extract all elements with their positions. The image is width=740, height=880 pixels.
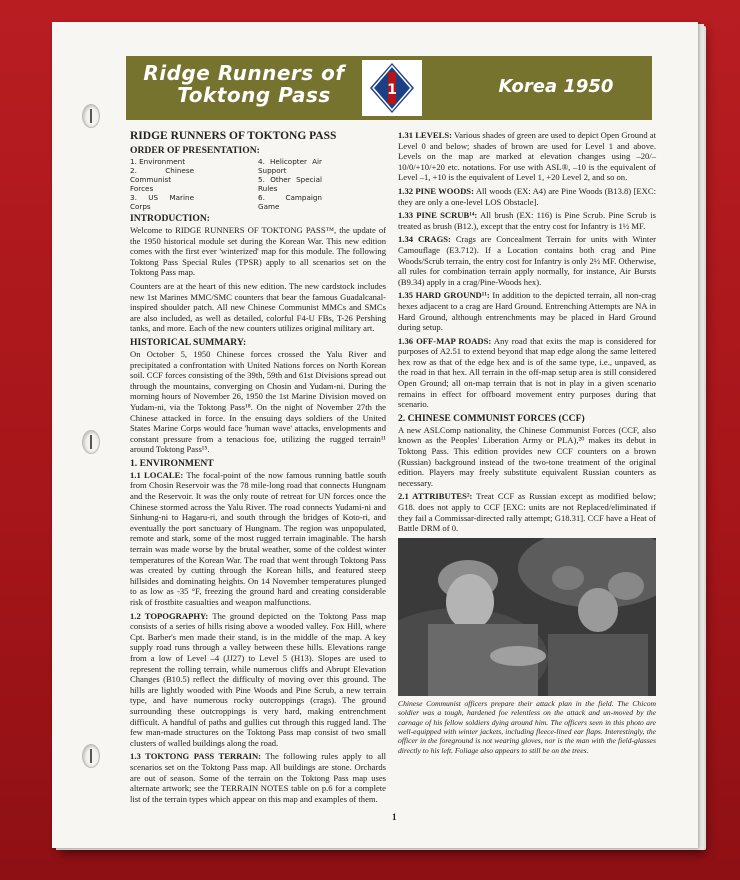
division-emblem bbox=[362, 60, 422, 116]
levels-rule bbox=[398, 130, 656, 183]
hard-ground-rule bbox=[398, 290, 656, 332]
pine-woods-label: 1.32 PINE WOODS: bbox=[398, 185, 474, 196]
toc-item: 3. US Marine Corps bbox=[130, 193, 194, 211]
ccf-heading: 2. CHINESE COMMUNIST FORCES (CCF) bbox=[398, 412, 585, 424]
terrain-text: The following rules apply to all scenarios set on the Toktong Pass map. All buildings are stone. Orchards are out of season. Some of the terrain on the Toktong Pass map uses alternate artwork; see the TERRAIN NOTES table on p.6 for a complete list of the terrain types which appear on this map and examples of them. bbox=[130, 751, 386, 804]
pine-scrub-rule bbox=[398, 210, 656, 231]
toc-item: 4. Helicopter Air Support bbox=[258, 157, 322, 175]
historical-paragraph: On October 5, 1950 Chinese forces crossed the Yalu River and precipitated a confrontation with United Nations forces on North Korean soil. CCF forces consisting of the 39th, 59th and 61st Divisions spread out through the mountains, converging on Chosin and Yudam-ni. During the morning hours of November 26, 1950 the 1st Marine Division moved on Yudam-ni, via the Toktong Pass¹⁸. On the night of November 27th the Chinese attacked in force. In the ensuing days soldiers of the United States Marine Corps would face 'human wave' attacks, envelopments and constant pressure from a tenacious foe, utilizing the rugged terrain¹¹ around Toktong Pass¹⁵. bbox=[130, 348, 386, 455]
off-map-roads-text: Any road that exits the map is considered for purposes of A2.51 to extend beyond that map edge along the same lettered hex row as that of the edge hex and is of the same type, i.e., unpaved, as the road in that hex. All terrain in the off-map setup area is still considered Open Ground; all on-map terrain that is not in play in a given scenario remains in effect for offboard movement entry purposes during that scenario. bbox=[398, 335, 656, 410]
toc-item: 5. Other Special Rules bbox=[258, 175, 322, 193]
document-page bbox=[52, 22, 698, 848]
attributes-text: Treat CCF as Russian except as modified below; G18. does not apply to CCF [EXC: units are not Replaced/eliminated if they fail a Commissar-directed rally attempt; G18.31]. CCF have a Heat of Battle DRM of 0. bbox=[398, 491, 656, 534]
binder-hole-bottom bbox=[82, 744, 100, 768]
crags-text: Crags are Concealment Terrain for units with Winter Camouflage (E3.712). If a Location contains both crag and Pine Woods/Scrub terrain, the entry cost for Infantry is only 2½ MF. Otherwise, all rules for combination terrain apply normally, for instance, Air Bursts (B9.34) apply in a crag/Pine-Woods hex). bbox=[398, 234, 656, 287]
pine-scrub-text: All brush (EX: 116) is Pine Scrub. Pine Scrub is treated as brush (B12.), except that the entry cost for Infantry is 1½ MF. bbox=[398, 210, 656, 231]
locale-rule bbox=[130, 470, 386, 608]
crags-rule bbox=[398, 234, 656, 287]
header-banner bbox=[126, 56, 652, 120]
attributes-rule bbox=[398, 491, 656, 533]
historical-photo bbox=[398, 538, 656, 696]
pine-woods-text: All woods (EX: A4) are Pine Woods (B13.8) [EXC: they are only a one-level LOS Obstacle]. bbox=[398, 185, 656, 207]
hard-ground-label: 1.35 HARD GROUND¹¹: bbox=[398, 290, 490, 301]
pine-woods-rule bbox=[398, 186, 656, 207]
off-map-roads-rule bbox=[398, 336, 656, 410]
left-column bbox=[130, 130, 386, 807]
intro-paragraph-2: Counters are at the heart of this new edition. The new cardstock includes new 1st Marines MMC/SMC counters that bear the famous Guadalcanal-inspired shoulder patch. All new Chinese Communist MMCs and SMCs are also included, as well as detailed, colorful F4-U FBs, T-26 Pershing tanks, and more. Each of the new counters utilizes original military art. bbox=[130, 280, 386, 334]
topography-rule bbox=[130, 611, 386, 749]
intro-paragraph-1: Welcome to RIDGE RUNNERS OF TOKTONG PASS™, the update of the 1950 historical module set during the Korean War. This new edition comes with the first ever 'winterized' map for this module. The following Toktong Pass Special Rules (TPSR) apply to all scenarios set on the Toktong Pass map. bbox=[130, 225, 386, 278]
binder-hole-middle bbox=[82, 430, 100, 454]
terrain-rule bbox=[130, 751, 386, 804]
emblem-number: 1 bbox=[387, 82, 397, 98]
toc-item: 1. Environment bbox=[130, 157, 186, 166]
locale-text: The focal-point of the now famous running battle south from Chosin Reservoir was the 78 mile-long road that connects Hungnam and the Reservoir. It was the only route of retreat for UN forces once the Chinese stormed across the Yalu River. The road connects Yudami-ni and Sinhung-ni to Hagaru-ri, and south through the bridges of Koto-ri, and eventually the port sanctuary of Hungnam. The region was unpopulated, remote and stark, some of the most rugged terrain imaginable. The harsh terrain was made worse by the brutal weather, some of the coldest winter temperatures of the Korean War. The road that went through Toktong Pass was created by cutting through the Korean hills, and featured steep hillsides and dominating heights. On 14 November temperatures plunged to as low as -35 °F, freezing the ground hard and creating considerable risk of frostbite casualties and weapon malfunctions. bbox=[130, 469, 387, 607]
off-map-roads-label: 1.36 OFF-MAP ROADS: bbox=[398, 335, 492, 346]
banner-subtitle: Korea 1950 bbox=[498, 76, 614, 97]
right-column bbox=[398, 130, 656, 755]
page-number: 1 bbox=[392, 812, 397, 822]
banner-title bbox=[132, 62, 356, 106]
toc-item: 6. Campaign Game bbox=[258, 193, 322, 211]
main-heading: RIDGE RUNNERS OF TOKTONG PASS bbox=[130, 130, 337, 142]
topography-label: 1.2 TOPOGRAPHY: bbox=[130, 610, 209, 621]
order-heading: ORDER OF PRESENTATION: bbox=[130, 145, 260, 156]
pine-scrub-label: 1.33 PINE SCRUB¹⁴: bbox=[398, 210, 478, 221]
photo-caption: Chinese Communist officers prepare their attack plan in the field. The Chicom soldier was a tough, hardened foe relentless on the attack and un-moved by the carnage of his fellow soldiers dying around him. The officers seen in this photo are well-equipped with winter jackets, including fleece-lined ear flaps. Interestingly, the officer in the foreground is not wearing gloves, nor is the man with the field-glasses directly to his left. Foliage also appears to still be on the trees. bbox=[398, 698, 656, 755]
historical-heading: HISTORICAL SUMMARY: bbox=[130, 336, 247, 348]
table-of-contents bbox=[130, 157, 386, 211]
banner-title-line1: Ridge Runners of bbox=[143, 61, 345, 85]
levels-label: 1.31 LEVELS: bbox=[398, 130, 452, 140]
attributes-label: 2.1 ATTRIBUTES²: bbox=[398, 491, 473, 502]
binder-hole-top bbox=[82, 104, 100, 128]
topography-text: The ground depicted on the Toktong Pass map consists of a series of hills rising above a wooded valley. Fox Hill, where Cpt. Barber's men made their stand, is in the middle of the map. A key supply road runs through a valley between these hills. Elevations range from a low of Level –4 (JJ27) to Level 5 (H13). Slopes are used to represent the rolling terrain, while numerous cliffs and Abrupt Elevation Changes (B10.5) reflect the difficulty of moving over this ground. The hills are lightly wooded with Pine Woods and Pine Scrub, a new terrain type, and have numerous rocky outcroppings (crags). The ground surrounding these outcroppings is very hard, making entrenchment difficult. A handful of paths and gullies cut through this rugged land. The few man-made structures on the Toktong Pass map consist of two small clusters of walled buildings along the road. bbox=[130, 610, 386, 748]
banner-title-line2: Toktong Pass bbox=[177, 83, 331, 107]
levels-text: Various shades of green are used to depict Open Ground at Level 0 and below; shades of brown are used for Level 1 and above. Levels on the map are marked at elevation changes using –20/–10/0/+10/+20 etc. notations. For use with ASL®, –10 is the equivalent of Level –1, +10 is the equivalent of Level 1, +20 Level 2, and so on. bbox=[398, 130, 657, 183]
terrain-label: 1.3 TOKTONG PASS TERRAIN: bbox=[130, 751, 262, 762]
ccf-paragraph: A new ASLComp nationality, the Chinese Communist Forces (CCF, also known as the Peoples' Liberation Army or PLA),²⁰ makes its debut in Toktong Pass. This edition provides new CCF counters on a brown (Russian) background instead of the two-tone treatment of the original edition. Players may freely substitute equivalent Russian counters as necessary. bbox=[398, 424, 656, 488]
locale-label: 1.1 LOCALE: bbox=[130, 469, 184, 480]
environment-heading: 1. ENVIRONMENT bbox=[130, 457, 214, 469]
toc-item: 2. Chinese Communist Forces bbox=[130, 166, 194, 193]
toc-column-1 bbox=[130, 157, 258, 211]
intro-heading: INTRODUCTION: bbox=[130, 213, 210, 224]
crags-label: 1.34 CRAGS: bbox=[398, 234, 451, 245]
hard-ground-text: In addition to the depicted terrain, all non-crag hexes adjacent to a crag are Hard Ground. Entrenching Attempts are NA in Hard Ground, although entrenchments may be placed in Hard Ground during setup. bbox=[398, 290, 657, 333]
toc-column-2 bbox=[258, 157, 386, 211]
diamond-patch-icon bbox=[362, 60, 422, 116]
soldiers-photo-illustration bbox=[398, 538, 656, 696]
